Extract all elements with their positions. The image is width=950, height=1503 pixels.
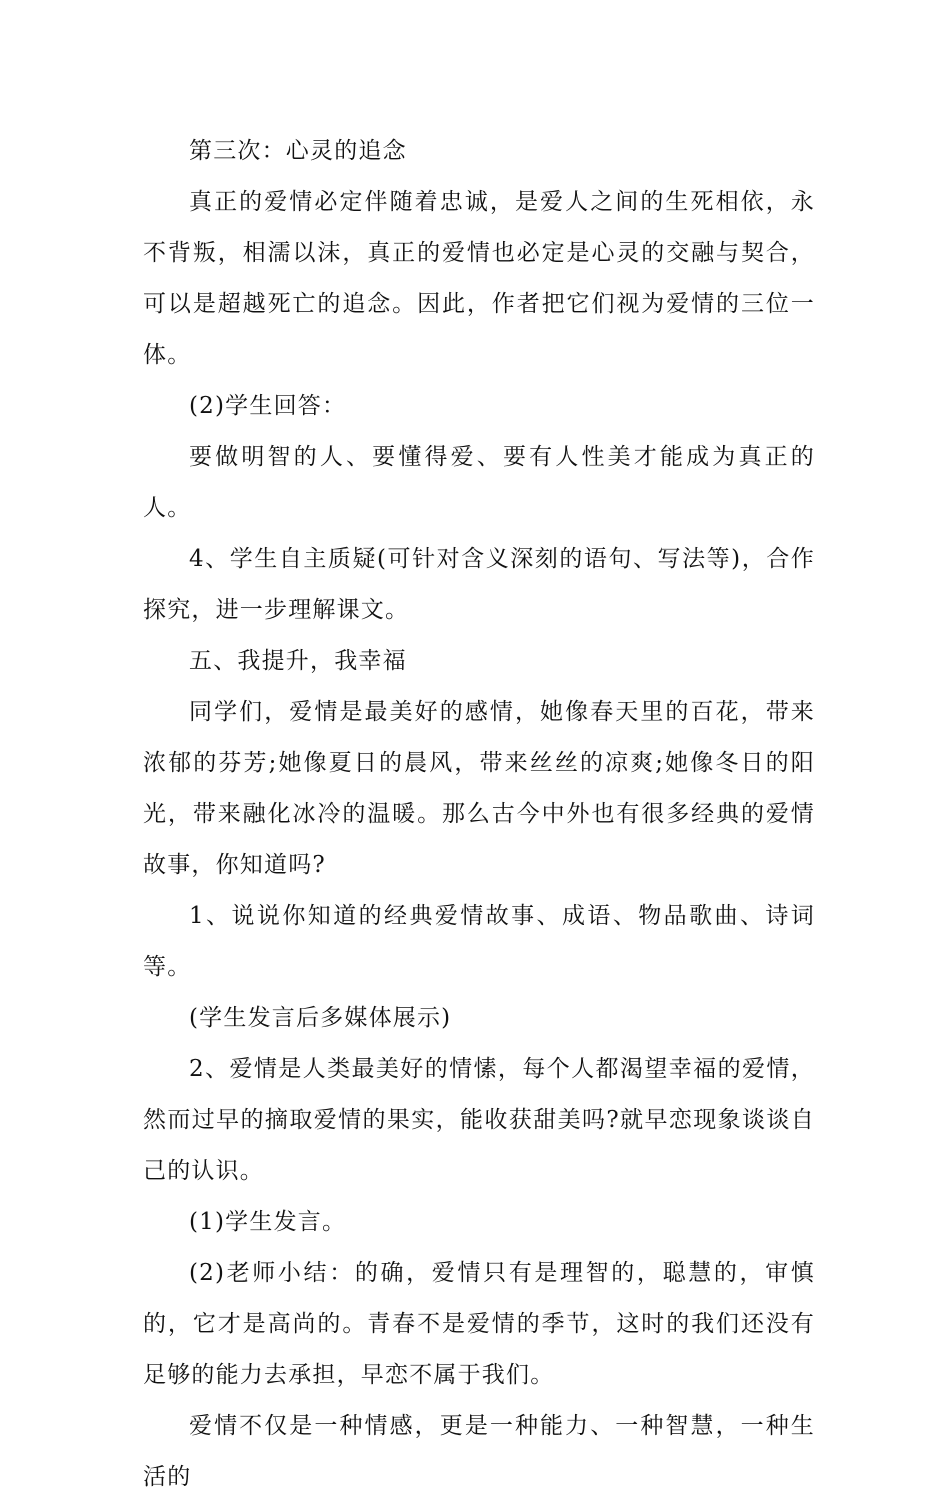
paragraph-classmates: 同学们，爱情是最美好的感情，她像春天里的百花，带来浓郁的芬芳;她像夏日的晨风，带来丝丝的凉爽;她像冬日的阳光，带来融化冰冷的温暖。那么古今中外也有很多经典的爱情故事，你知道吗? <box>143 699 815 878</box>
document-body <box>143 126 815 1503</box>
heading-section-five: 五、我提升，我幸福 <box>189 648 407 674</box>
paragraph-student-answer-label: (2)学生回答： <box>189 393 347 419</box>
paragraph-love-ability: 爱情不仅是一种情感，更是一种能力、一种智慧，一种生活的 <box>143 1413 815 1490</box>
paragraph-step-1: 1、说说你知道的经典爱情故事、成语、物品歌曲、诗词等。 <box>143 903 815 980</box>
paragraph-student-speak: (1)学生发言。 <box>189 1209 347 1235</box>
paragraph-student-answer: 要做明智的人、要懂得爱、要有人性美才能成为真正的人。 <box>143 444 815 521</box>
paragraph-step-2: 2、爱情是人类最美好的情愫，每个人都渴望幸福的爱情，然而过早的摘取爱情的果实，能收获甜美吗?就早恋现象谈谈自己的认识。 <box>143 1056 815 1184</box>
paragraph-multimedia-note: (学生发言后多媒体展示) <box>189 1005 452 1031</box>
paragraph-step-4: 4、学生自主质疑(可针对含义深刻的语句、写法等)，合作探究，进一步理解课文。 <box>143 546 815 623</box>
paragraph-true-love: 真正的爱情必定伴随着忠诚，是爱人之间的生死相依，永不背叛，相濡以沫，真正的爱情也必定是心灵的交融与契合，可以是超越死亡的追念。因此，作者把它们视为爱情的三位一体。 <box>143 189 815 368</box>
heading-third-stage: 第三次：心灵的追念 <box>189 138 407 164</box>
paragraph-teacher-summary: (2)老师小结：的确，爱情只有是理智的，聪慧的，审慎的，它才是高尚的。青春不是爱情的季节，这时的我们还没有足够的能力去承担，早恋不属于我们。 <box>143 1260 815 1388</box>
